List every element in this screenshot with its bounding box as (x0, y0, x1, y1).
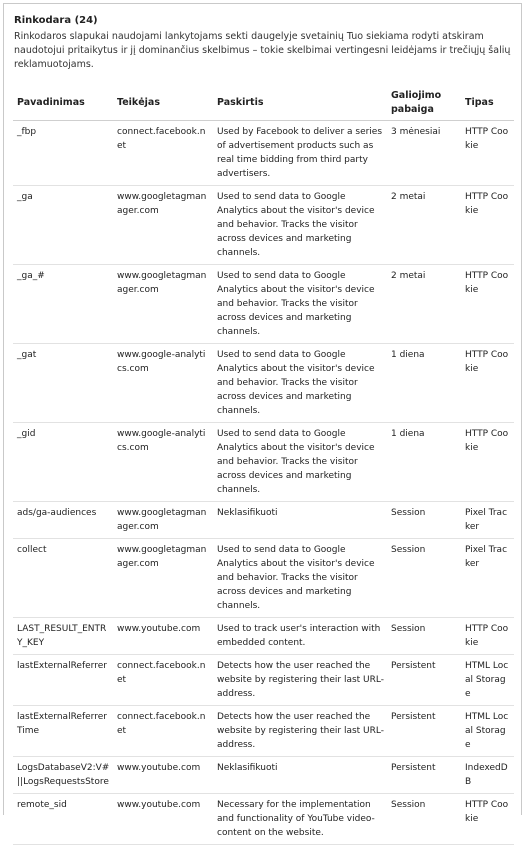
cookie-type: HTML Local Storage (461, 655, 514, 706)
table-row (13, 344, 514, 423)
column-header-name: Pavadinimas (13, 86, 113, 121)
table-row (13, 655, 514, 706)
cookie-provider: connect.facebook.net (113, 655, 213, 706)
cookie-name: remote_sid (13, 794, 113, 845)
column-header-expiry: Galiojimo pabaiga (387, 86, 461, 121)
cookie-name: lastExternalReferrer (13, 655, 113, 706)
cookie-purpose: Necessary for the implementation and functionality of YouTube video-content on the website. (213, 794, 387, 845)
category-title: Rinkodara (24) (14, 15, 98, 26)
cookie-name: _ga_# (13, 265, 113, 344)
cookie-provider: www.youtube.com (113, 757, 213, 794)
cookie-provider: www.youtube.com (113, 794, 213, 845)
cookie-table (13, 86, 514, 845)
cookie-type: HTTP Cookie (461, 121, 514, 186)
cookie-purpose: Used to send data to Google Analytics about the visitor's device and behavior. Tracks the visitor across devices and marketing channels. (213, 186, 387, 265)
cookie-expiry: 1 diena (387, 344, 461, 423)
column-header-type: Tipas (461, 86, 514, 121)
cookie-expiry: 2 metai (387, 186, 461, 265)
cookie-type: HTML Local Storage (461, 706, 514, 757)
cookie-provider: connect.facebook.net (113, 706, 213, 757)
cookie-purpose: Used to send data to Google Analytics about the visitor's device and behavior. Tracks the visitor across devices and marketing channels. (213, 344, 387, 423)
table-row (13, 618, 514, 655)
cookie-name: _ga (13, 186, 113, 265)
table-row (13, 794, 514, 845)
cookie-provider: www.googletagmanager.com (113, 502, 213, 539)
cookie-type: Pixel Tracker (461, 502, 514, 539)
cookie-purpose: Detects how the user reached the website by registering their last URL-address. (213, 706, 387, 757)
cookie-type: HTTP Cookie (461, 186, 514, 265)
cookie-type: HTTP Cookie (461, 423, 514, 502)
cookie-name: lastExternalReferrerTime (13, 706, 113, 757)
table-row (13, 186, 514, 265)
cookie-provider: www.googletagmanager.com (113, 265, 213, 344)
cookie-type: Pixel Tracker (461, 539, 514, 618)
cookie-provider: connect.facebook.net (113, 121, 213, 186)
cookie-name: collect (13, 539, 113, 618)
cookie-type: HTTP Cookie (461, 265, 514, 344)
table-row (13, 502, 514, 539)
cookie-expiry: 2 metai (387, 265, 461, 344)
cookie-name: _gat (13, 344, 113, 423)
cookie-expiry: Session (387, 618, 461, 655)
cookie-expiry: Persistent (387, 706, 461, 757)
table-row (13, 706, 514, 757)
table-row (13, 121, 514, 186)
cookie-purpose: Neklasifikuoti (213, 502, 387, 539)
cookie-provider: www.googletagmanager.com (113, 539, 213, 618)
cookie-name: _fbp (13, 121, 113, 186)
cookie-expiry: Session (387, 539, 461, 618)
cookie-purpose: Used to send data to Google Analytics about the visitor's device and behavior. Tracks the visitor across devices and marketing channels. (213, 423, 387, 502)
category-description: Rinkodaros slapukai naudojami lankytojams sekti daugelyje svetainių Tuo siekiama rodyti atskiram naudotojui pritaikytus ir jį dominančius skelbimus – tokie skelbimai vertingesni leidėjams ir trečiųjų šalių reklamuotojams. (14, 31, 511, 70)
cookie-expiry: 3 mėnesiai (387, 121, 461, 186)
cookie-type: IndexedDB (461, 757, 514, 794)
cookie-purpose: Used to send data to Google Analytics about the visitor's device and behavior. Tracks the visitor across devices and marketing channels. (213, 265, 387, 344)
table-row (13, 423, 514, 502)
cookie-purpose: Used to send data to Google Analytics about the visitor's device and behavior. Tracks the visitor across devices and marketing channels. (213, 539, 387, 618)
cookie-purpose: Used by Facebook to deliver a series of advertisement products such as real time bidding from third party advertisers. (213, 121, 387, 186)
cookie-type: HTTP Cookie (461, 618, 514, 655)
cookie-purpose: Used to track user's interaction with embedded content. (213, 618, 387, 655)
column-header-provider: Teikėjas (113, 86, 213, 121)
cookie-name: LogsDatabaseV2:V#||LogsRequestsStore (13, 757, 113, 794)
cookie-purpose: Detects how the user reached the website by registering their last URL-address. (213, 655, 387, 706)
cookie-table-body (13, 121, 514, 845)
cookie-type: HTTP Cookie (461, 344, 514, 423)
column-header-purpose: Paskirtis (213, 86, 387, 121)
table-row (13, 265, 514, 344)
cookie-name: ads/ga-audiences (13, 502, 113, 539)
cookie-category-panel (3, 3, 522, 838)
cookie-provider: www.google-analytics.com (113, 423, 213, 502)
cookie-expiry: Persistent (387, 757, 461, 794)
cookie-name: LAST_RESULT_ENTRY_KEY (13, 618, 113, 655)
table-row (13, 539, 514, 618)
table-header-row (13, 86, 514, 121)
table-row (13, 757, 514, 794)
cookie-provider: www.youtube.com (113, 618, 213, 655)
cookie-type: HTTP Cookie (461, 794, 514, 845)
cookie-expiry: 1 diena (387, 423, 461, 502)
cookie-expiry: Session (387, 794, 461, 845)
cookie-expiry: Persistent (387, 655, 461, 706)
cookie-name: _gid (13, 423, 113, 502)
cookie-expiry: Session (387, 502, 461, 539)
cookie-provider: www.google-analytics.com (113, 344, 213, 423)
category-header (4, 4, 521, 72)
cookie-provider: www.googletagmanager.com (113, 186, 213, 265)
cookie-purpose: Neklasifikuoti (213, 757, 387, 794)
